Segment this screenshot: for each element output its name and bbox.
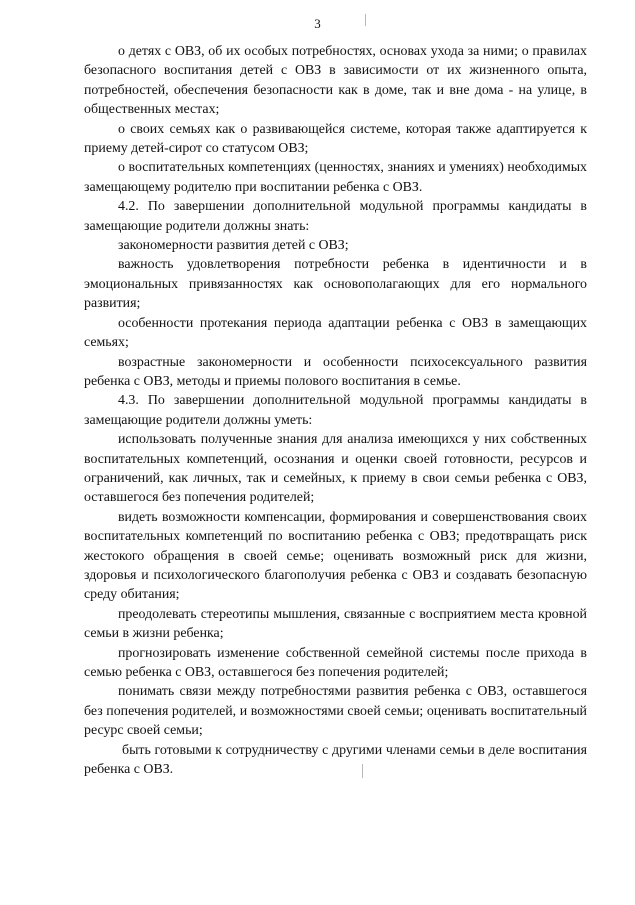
paragraph-identity-needs: важность удовлетворения потребности ребенка в идентичности и в эмоциональных привязанностях как основополагающих для его нормального развития; [84, 257, 587, 312]
scan-artifact [365, 14, 366, 26]
paragraph-cooperation: быть готовыми к сотрудничеству с другими членами семьи в деле воспитания ребенка с ОВЗ. [84, 742, 587, 778]
page-number: 3 [314, 16, 321, 31]
paragraph-compensation: видеть возможности компенсации, формирования и совершенствования своих воспитательных компетенций по воспитанию ребенка с ОВЗ; предотвращать риск жестокого обращения в своей семье; оценивать возможный риск для жизни, здоровья и психологического благополучия ребенка с ОВЗ и создавать безопасную среду обитания; [84, 509, 587, 603]
paragraph-use-knowledge: использовать полученные знания для анализа имеющихся у них собственных воспитательных компетенций, осознания и оценки своей готовности, ресурсов и ограничений, как личных, так и семейных, к приему в свои семьи ребенка с ОВЗ, оставшегося без попечения родителей; [84, 432, 587, 506]
paragraph-forecast: прогнозировать изменение собственной семейной системы после прихода в семью ребенка с ОВЗ, оставшегося без попечения родителей; [84, 645, 587, 680]
paragraph-psychosexual-development: возрастные закономерности и особенности психосексуального развития ребенка с ОВЗ, методы и приемы полового воспитания в семье. [84, 354, 587, 389]
document-body [84, 42, 587, 779]
paragraph-children-needs: о детях с ОВЗ, об их особых потребностях, основах ухода за ними; о правилах безопасного воспитания детей с ОВЗ в зависимости от их жизненного опыта, потребностей, обеспечения безопасности как в доме, так и вне дома - на улице, в общественных местах; [84, 44, 587, 118]
paragraph-development-patterns: закономерности развития детей с ОВЗ; [118, 238, 349, 254]
paragraph-understand-links: понимать связи между потребностями развития ребенка с ОВЗ, оставшегося без попечения родителей, и возможностями своей семьи; оценивать воспитательный ресурс своей семьи; [84, 684, 587, 739]
paragraph-adaptation: особенности протекания периода адаптации ребенка с ОВЗ в замещающих семьях; [84, 315, 587, 351]
paragraph-family-system: о своих семьях как о развивающейся системе, которая также адаптируется к приему детей-сирот со статусом ОВЗ; [84, 121, 587, 157]
section-heading-4-2: 4.2. По завершении дополнительной модульной программы кандидаты в замещающие родители должны знать: [84, 199, 587, 234]
paragraph-stereotypes: преодолевать стереотипы мышления, связанные с восприятием места кровной семьи в жизни ребенка; [84, 606, 587, 642]
paragraph-competencies: о воспитательных компетенциях (ценностях, знаниях и умениях) необходимых замещающему родителю при воспитании ребенка с ОВЗ. [84, 160, 587, 195]
section-heading-4-3: 4.3. По завершении дополнительной модульной программы кандидаты в замещающие родители должны уметь: [84, 393, 587, 428]
